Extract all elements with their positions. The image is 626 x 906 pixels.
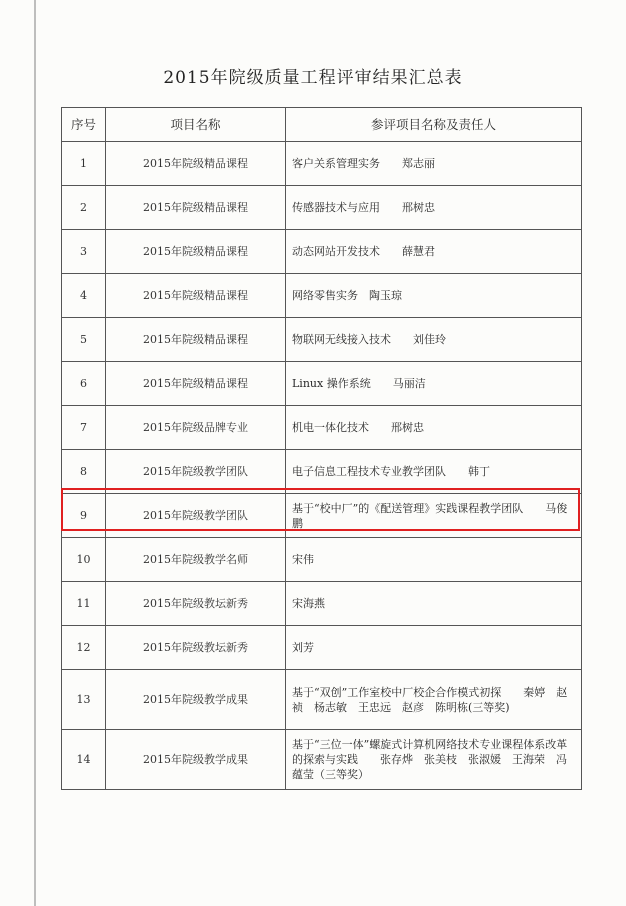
table-row [62,538,582,582]
row-details: 宋海燕 [286,582,582,626]
row-num: 4 [62,274,106,318]
row-category: 2015年院级教坛新秀 [106,582,286,626]
row-details: 动态网站开发技术 薛慧君 [286,230,582,274]
row-num: 9 [62,494,106,538]
table-row [62,582,582,626]
row-num: 3 [62,230,106,274]
table-row [62,142,582,186]
table-header-row [62,108,582,142]
row-num: 10 [62,538,106,582]
row-category: 2015年院级精品课程 [106,230,286,274]
row-category: 2015年院级教学成果 [106,670,286,730]
row-num: 5 [62,318,106,362]
row-details: 基于“校中厂”的《配送管理》实践课程教学团队 马俊鹏 [286,494,582,538]
row-details: 刘芳 [286,626,582,670]
row-category: 2015年院级教坛新秀 [106,626,286,670]
table-row [62,362,582,406]
row-category: 2015年院级精品课程 [106,318,286,362]
row-num: 11 [62,582,106,626]
table-row [62,730,582,790]
header-num: 序号 [62,108,106,142]
table-row [62,318,582,362]
row-category: 2015年院级精品课程 [106,142,286,186]
row-num: 1 [62,142,106,186]
row-category: 2015年院级品牌专业 [106,406,286,450]
table-row [62,626,582,670]
row-num: 6 [62,362,106,406]
page-edge-line [34,0,36,906]
row-category: 2015年院级精品课程 [106,362,286,406]
row-details: 传感器技术与应用 邢树忠 [286,186,582,230]
table-row [62,186,582,230]
table-row [62,670,582,730]
table-row [62,274,582,318]
row-details: 客户关系管理实务 郑志丽 [286,142,582,186]
row-details: 基于“双创”工作室校中厂校企合作模式初探 秦婷 赵祯 杨志敏 王忠远 赵彦 陈明栋(三等奖) [286,670,582,730]
table-row [62,406,582,450]
header-category: 项目名称 [106,108,286,142]
row-details: 电子信息工程技术专业教学团队 韩丁 [286,450,582,494]
row-category: 2015年院级教学名师 [106,538,286,582]
row-num: 7 [62,406,106,450]
row-details: 物联网无线接入技术 刘佳玲 [286,318,582,362]
row-num: 8 [62,450,106,494]
results-table [61,107,582,790]
row-category: 2015年院级教学团队 [106,494,286,538]
row-category: 2015年院级教学成果 [106,730,286,790]
row-details: 宋伟 [286,538,582,582]
row-details: Linux 操作系统 马丽洁 [286,362,582,406]
row-category: 2015年院级精品课程 [106,274,286,318]
row-num: 12 [62,626,106,670]
row-num: 2 [62,186,106,230]
header-details: 参评项目名称及责任人 [286,108,582,142]
table-row-highlighted [62,494,582,538]
row-details: 基于“三位一体”螺旋式计算机网络技术专业课程体系改革的探索与实践 张存烨 张美枝 张淑媛 王海荣 冯蕴莹（三等奖） [286,730,582,790]
row-details: 机电一体化技术 邢树忠 [286,406,582,450]
table-row [62,230,582,274]
document-title: 2015年院级质量工程评审结果汇总表 [163,68,463,88]
row-num: 13 [62,670,106,730]
row-num: 14 [62,730,106,790]
row-details: 网络零售实务 陶玉琼 [286,274,582,318]
row-category: 2015年院级精品课程 [106,186,286,230]
row-category: 2015年院级教学团队 [106,450,286,494]
table-row [62,450,582,494]
